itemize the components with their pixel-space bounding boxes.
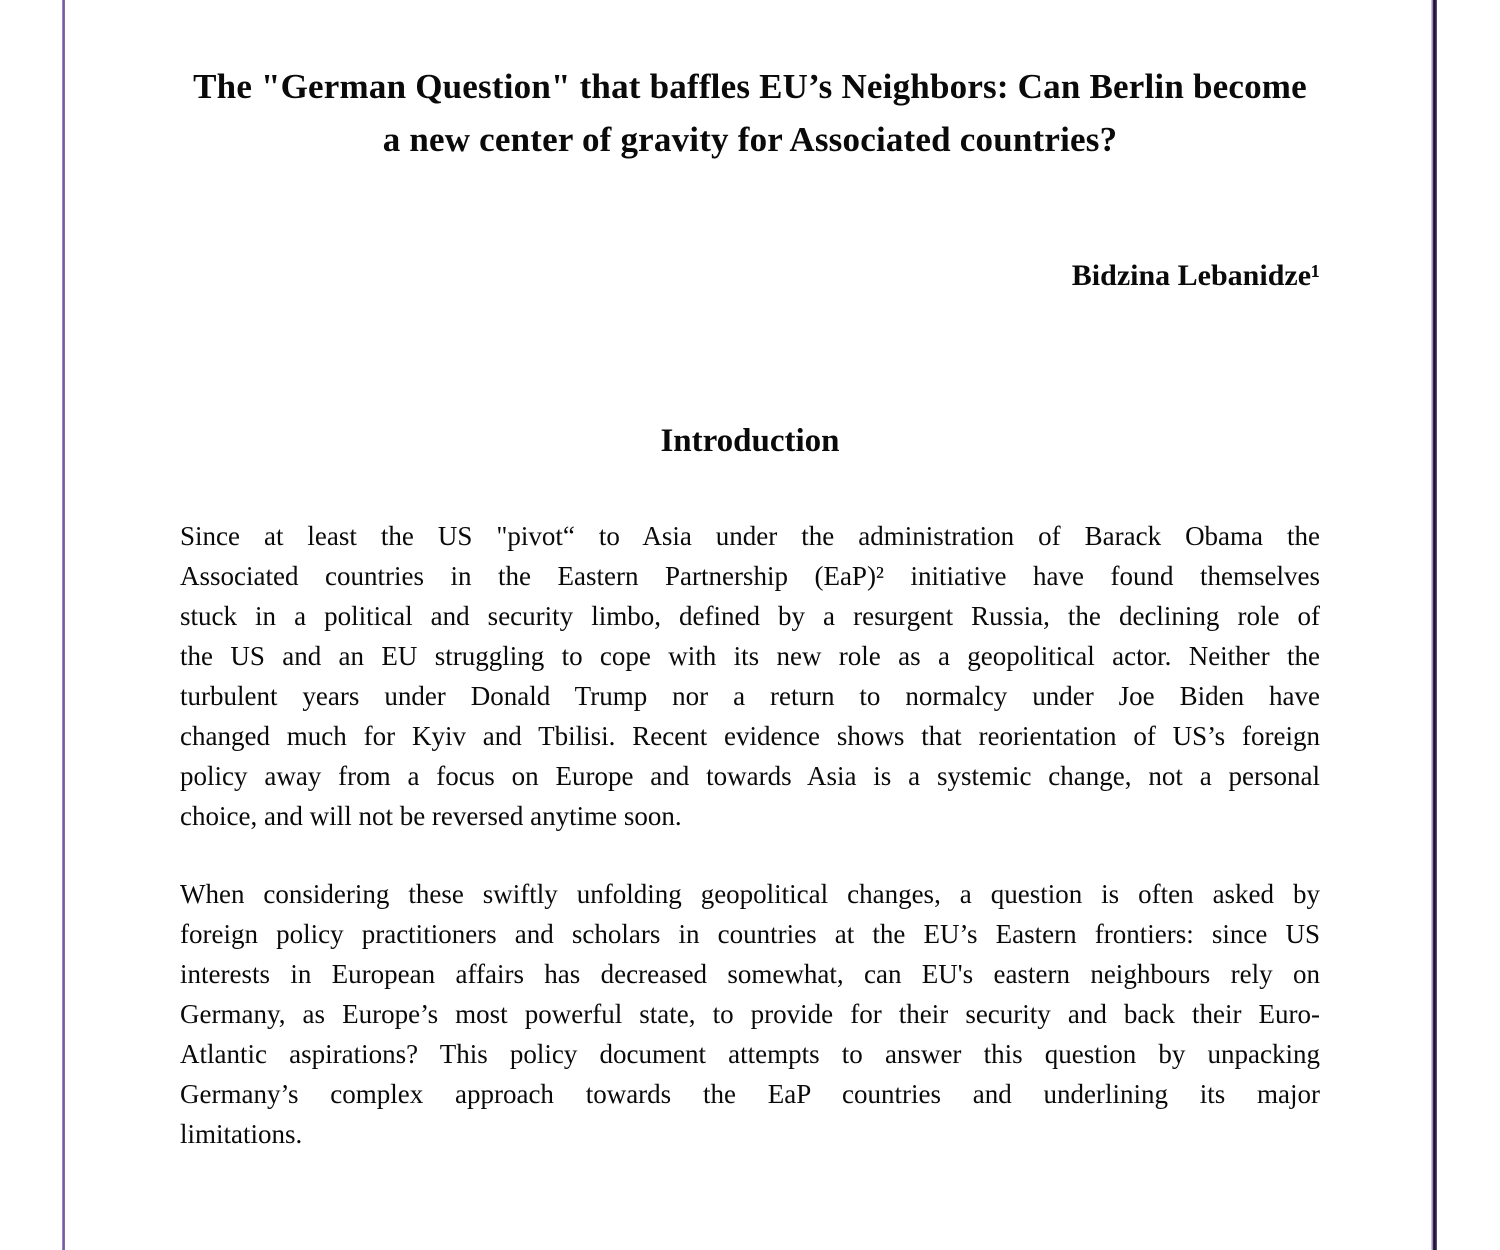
body-paragraph: [180, 516, 1320, 836]
page-content: [180, 0, 1320, 1154]
text-line: limitations.: [180, 1119, 303, 1149]
right-border-rule: [1431, 0, 1437, 1250]
text-line: Since at least the US "pivot“ to Asia under the administration of Barack Obama the: [180, 521, 1320, 551]
text-line: Germany’s complex approach towards the EaP countries and underlining its major: [180, 1079, 1320, 1109]
text-line: the US and an EU struggling to cope with its new role as a geopolitical actor. Neither the: [180, 641, 1320, 671]
text-line: foreign policy practitioners and scholars in countries at the EU’s Eastern frontiers: since US: [180, 919, 1320, 949]
author-byline: Bidzina Lebanidze¹: [1071, 259, 1320, 292]
text-line: interests in European affairs has decreased somewhat, can EU's eastern neighbours rely on: [180, 959, 1320, 989]
text-line: choice, and will not be reversed anytime soon.: [180, 801, 682, 831]
text-line: changed much for Kyiv and Tbilisi. Recent evidence shows that reorientation of US’s foreign: [180, 721, 1320, 751]
text-line: Associated countries in the Eastern Partnership (EaP)² initiative have found themselves: [180, 561, 1320, 591]
text-line: policy away from a focus on Europe and towards Asia is a systemic change, not a personal: [180, 761, 1320, 791]
body-paragraph: [180, 874, 1320, 1154]
text-line: turbulent years under Donald Trump nor a return to normalcy under Joe Biden have: [180, 681, 1320, 711]
document-title: The "German Question" that baffles EU’s Neighbors: Can Berlin become a new center of gravity for Associated countries?: [193, 67, 1307, 159]
text-line: stuck in a political and security limbo, defined by a resurgent Russia, the declining role of: [180, 601, 1320, 631]
text-line: Atlantic aspirations? This policy document attempts to answer this question by unpacking: [180, 1039, 1320, 1069]
text-line: When considering these swiftly unfolding geopolitical changes, a question is often asked by: [180, 879, 1320, 909]
left-border-rule: [62, 0, 65, 1250]
text-line: Germany, as Europe’s most powerful state, to provide for their security and back their Euro-: [180, 999, 1320, 1029]
section-heading-introduction: Introduction: [660, 423, 840, 459]
